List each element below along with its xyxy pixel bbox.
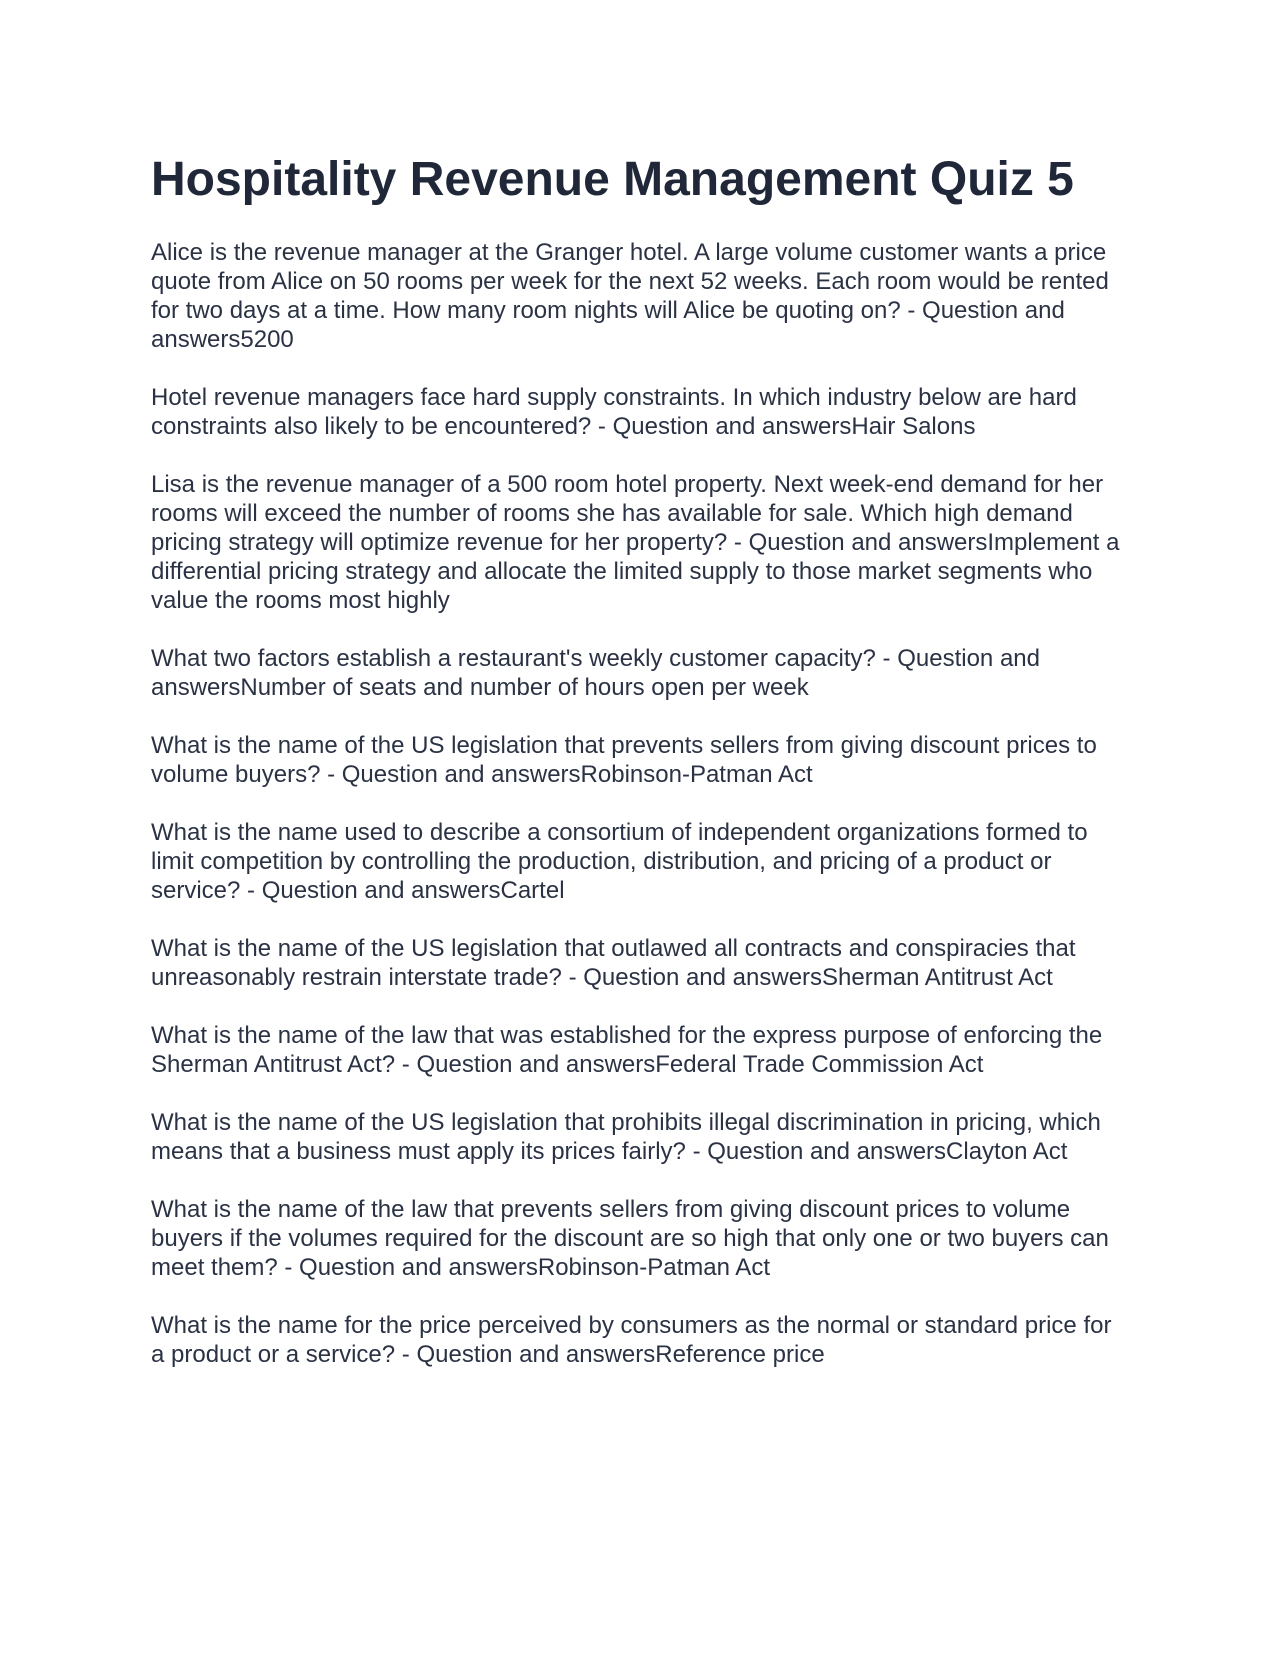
question-answer-9: What is the name of the US legislation that prohibits illegal discrimination in pricing, which means that a business must apply its prices fairly? - Question and answersClayton Act <box>151 1109 1101 1165</box>
question-answer-5: What is the name of the US legislation that prevents sellers from giving discount prices to volume buyers? - Question and answersRobinson-Patman Act <box>151 732 1097 788</box>
question-answer-4: What two factors establish a restaurant's weekly customer capacity? - Question and answersNumber of seats and number of hours open per week <box>151 645 1040 701</box>
question-answer-3: Lisa is the revenue manager of a 500 room hotel property. Next week-end demand for her rooms will exceed the number of rooms she has available for sale. Which high demand pricing strategy will optimize revenue for her property? - Question and answersImplement a differential pricing strategy and allocate the limited supply to those market segments who value the rooms most highly <box>151 471 1120 614</box>
question-answer-1: Alice is the revenue manager at the Granger hotel. A large volume customer wants a price quote from Alice on 50 rooms per week for the next 52 weeks. Each room would be rented for two days at a time. How many room nights will Alice be quoting on? - Question and answers5200 <box>151 239 1109 353</box>
question-answer-2: Hotel revenue managers face hard supply constraints. In which industry below are hard constraints also likely to be encountered? - Question and answersHair Salons <box>151 384 1077 440</box>
document-title: Hospitality Revenue Management Quiz 5 <box>151 153 1074 206</box>
question-answer-11: What is the name for the price perceived by consumers as the normal or standard price for a product or a service? - Question and answersReference price <box>151 1312 1112 1368</box>
question-answer-6: What is the name used to describe a consortium of independent organizations formed to limit competition by controlling the production, distribution, and pricing of a product or service? - Question and answersCartel <box>151 819 1088 904</box>
document-page <box>151 150 1131 1398</box>
question-answer-8: What is the name of the law that was established for the express purpose of enforcing the Sherman Antitrust Act? - Question and answersFederal Trade Commission Act <box>151 1022 1103 1078</box>
question-answer-10: What is the name of the law that prevents sellers from giving discount prices to volume buyers if the volumes required for the discount are so high that only one or two buyers can meet them? - Question and answersRobinson-Patman Act <box>151 1196 1109 1281</box>
question-answer-7: What is the name of the US legislation that outlawed all contracts and conspiracies that unreasonably restrain interstate trade? - Question and answersSherman Antitrust Act <box>151 935 1076 991</box>
